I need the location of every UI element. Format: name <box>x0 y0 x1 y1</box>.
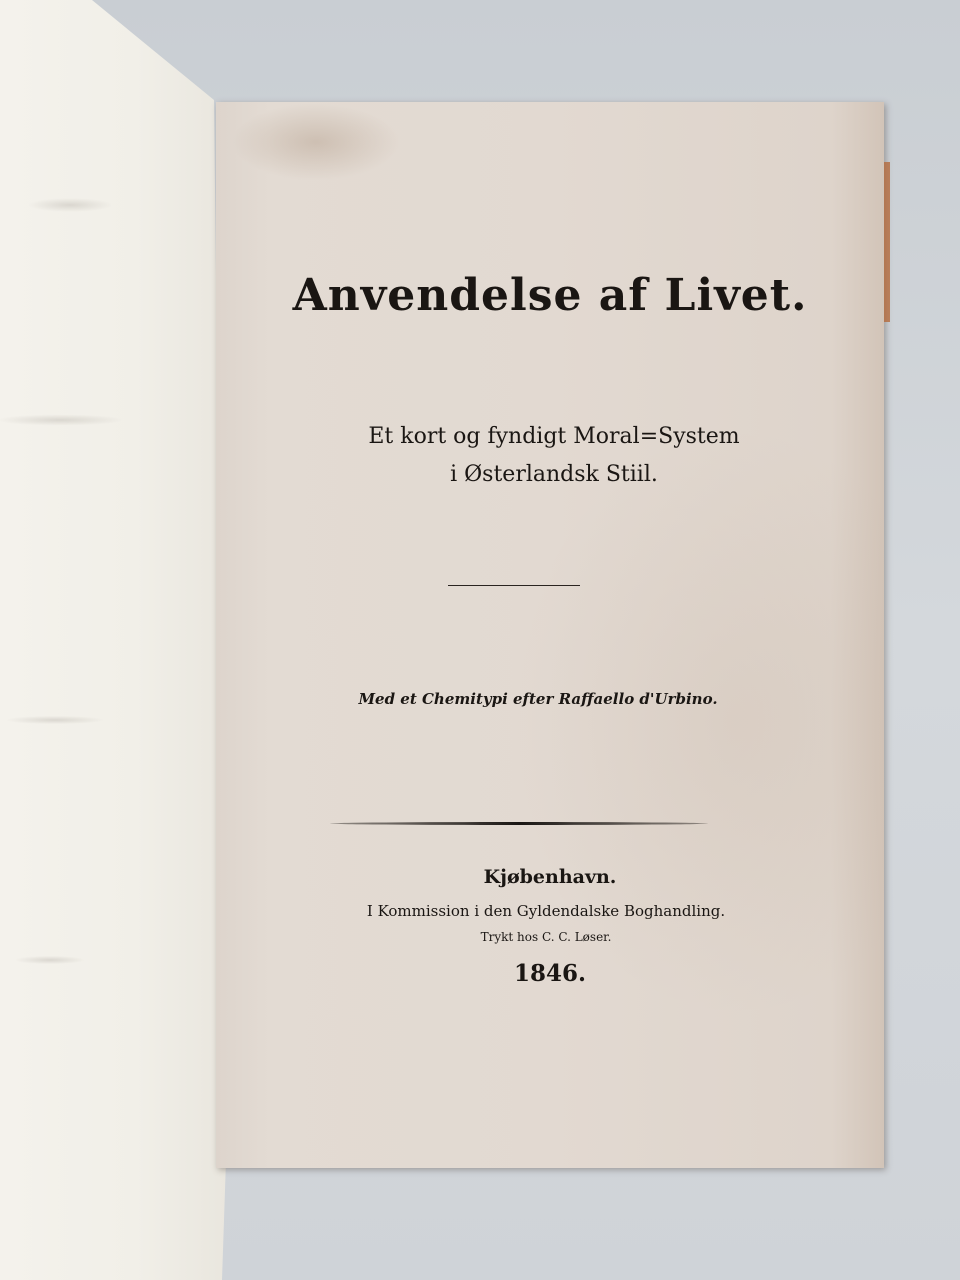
page-edge-stain <box>884 162 890 322</box>
subtitle-line-2: i Østerlandsk Stiil. <box>450 462 658 487</box>
book-subtitle <box>220 418 888 494</box>
left-page-bleed-through <box>0 0 228 1280</box>
short-divider-rule <box>448 585 580 586</box>
book-title: Anvendelse af Livet. <box>292 270 808 321</box>
subtitle-line-1: Et kort og fyndigt Moral=System <box>368 424 740 449</box>
title-page <box>216 102 884 1168</box>
imprint-printer: Trykt hos C. C. Løser. <box>480 930 612 944</box>
illustration-note: Med et Chemitypi efter Raffaello d'Urbino. <box>358 690 718 708</box>
long-divider-rule <box>330 822 708 825</box>
imprint-year: 1846. <box>513 960 587 987</box>
imprint-city: Kjøbenhavn. <box>483 866 617 888</box>
imprint-publisher: I Kommission i den Gyldendalske Boghandling. <box>366 902 726 920</box>
